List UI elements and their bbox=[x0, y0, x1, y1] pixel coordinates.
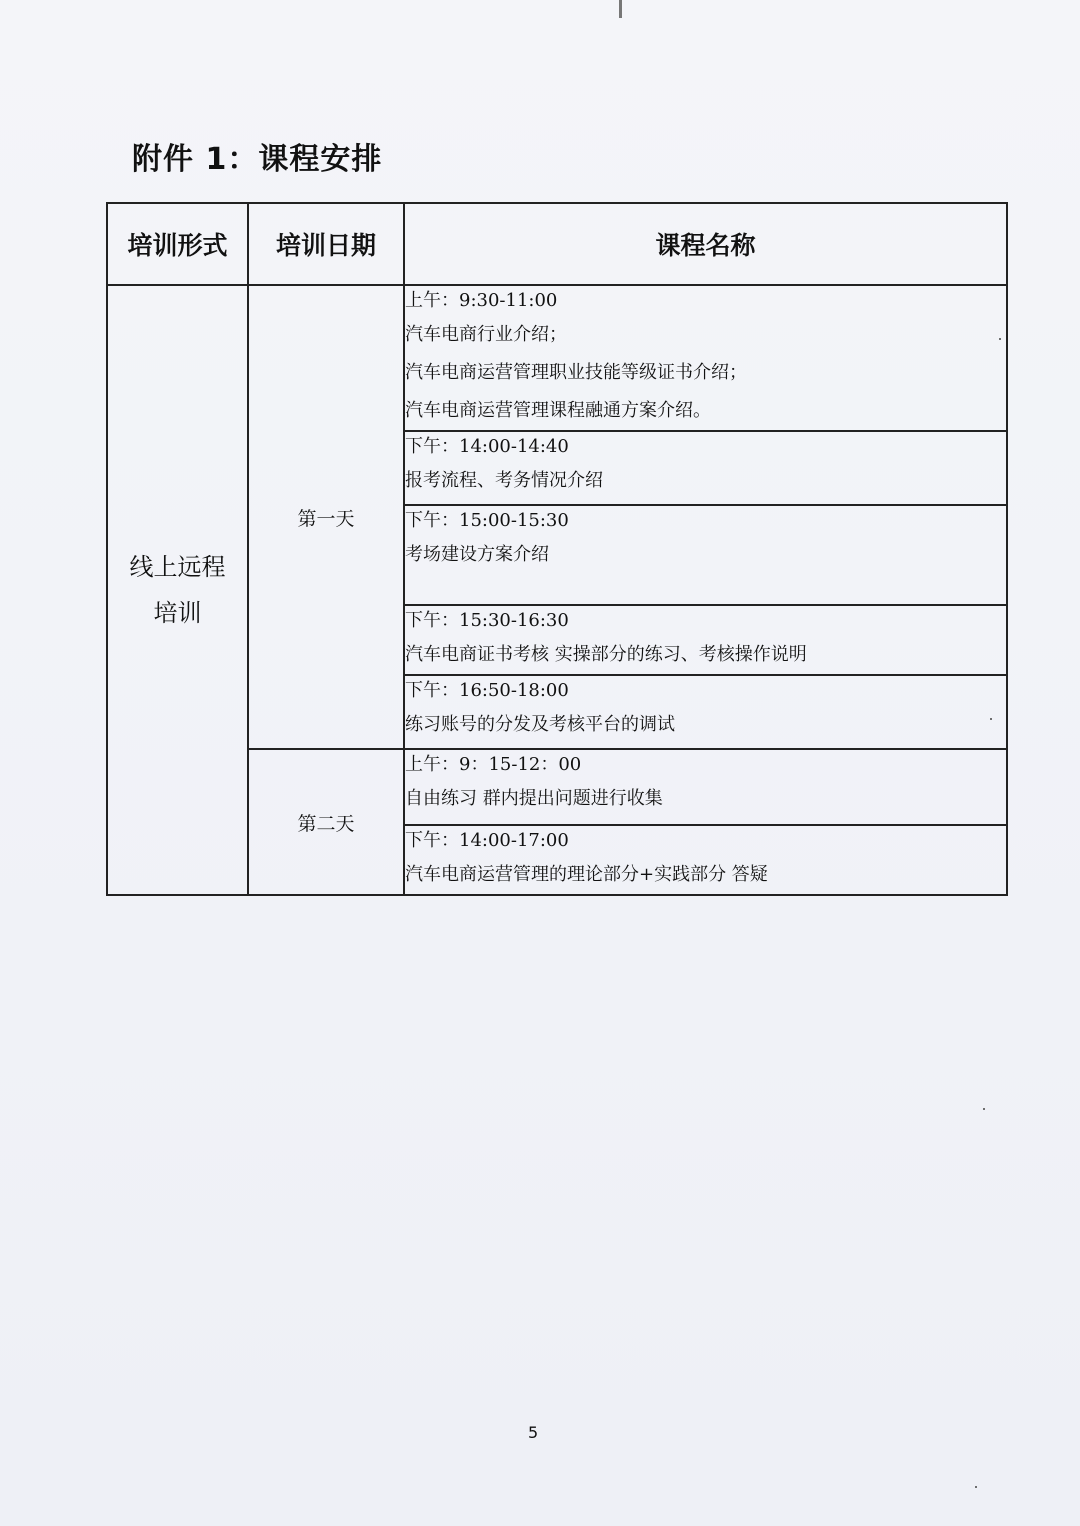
course-session bbox=[404, 605, 1007, 675]
session-time: 上午：9：15-12：00 bbox=[405, 754, 582, 775]
date-day1: 第一天 bbox=[248, 285, 404, 749]
session-item: 汽车电商证书考核 实操部分的练习、考核操作说明 bbox=[405, 644, 807, 665]
scan-speck bbox=[999, 338, 1001, 340]
course-session bbox=[404, 825, 1007, 895]
header-date: 培训日期 bbox=[248, 203, 404, 285]
course-session bbox=[404, 749, 1007, 825]
scan-speck bbox=[990, 718, 992, 720]
date-day2: 第二天 bbox=[248, 749, 404, 895]
scan-speck bbox=[983, 1108, 985, 1110]
session-item: 考场建设方案介绍 bbox=[405, 544, 549, 565]
course-session bbox=[404, 431, 1007, 505]
scan-edge-mark bbox=[619, 0, 622, 18]
session-time: 下午：15:30-16:30 bbox=[405, 610, 569, 631]
course-session bbox=[404, 285, 1007, 431]
course-schedule-table bbox=[106, 202, 1008, 896]
session-item: 汽车电商运营管理的理论部分+实践部分 答疑 bbox=[405, 864, 768, 885]
session-item: 练习账号的分发及考核平台的调试 bbox=[405, 714, 675, 735]
session-time: 下午：14:00-17:00 bbox=[405, 830, 569, 851]
header-course: 课程名称 bbox=[404, 203, 1007, 285]
session-time: 下午：14:00-14:40 bbox=[405, 436, 569, 457]
table-header-row bbox=[107, 203, 1007, 285]
header-format: 培训形式 bbox=[107, 203, 248, 285]
course-session bbox=[404, 675, 1007, 749]
scan-speck bbox=[975, 1486, 977, 1488]
format-line-1: 线上远程 bbox=[129, 553, 226, 581]
format-cell bbox=[107, 285, 248, 895]
session-item: 汽车电商运营管理课程融通方案介绍。 bbox=[405, 400, 711, 421]
table-row bbox=[107, 285, 1007, 431]
session-time: 下午：15:00-15:30 bbox=[405, 510, 569, 531]
session-item: 自由练习 群内提出问题进行收集 bbox=[405, 788, 663, 809]
session-time: 下午：16:50-18:00 bbox=[405, 680, 569, 701]
session-time: 上午：9:30-11:00 bbox=[405, 290, 558, 311]
session-item: 汽车电商运营管理职业技能等级证书介绍； bbox=[405, 362, 747, 383]
course-session bbox=[404, 505, 1007, 605]
session-item: 汽车电商行业介绍； bbox=[405, 324, 567, 345]
format-line-2: 培训 bbox=[153, 599, 202, 627]
session-item: 报考流程、考务情况介绍 bbox=[405, 470, 603, 491]
page-number: 5 bbox=[528, 1423, 539, 1442]
page-title: 附件 1：课程安排 bbox=[132, 142, 383, 177]
